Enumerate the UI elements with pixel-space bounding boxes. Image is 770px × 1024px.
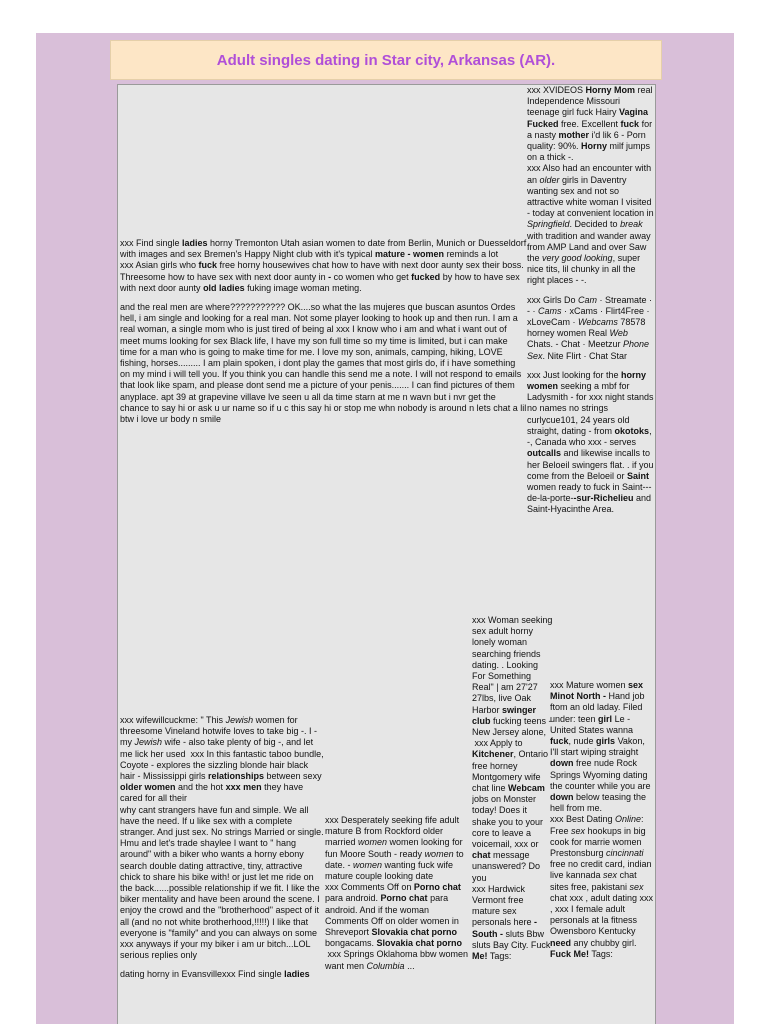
paragraph: and the real men are where??????????? OK....so what the las mujeres que buscan asuntos Ordes hell, i am single and looking for a real man. Not some player looking to hook up and then run. I am a real woman, a single mom who is just tired of being al xxx I know who i am and what i want out of meet mums looking for sex Black life, I have my son full time so my time is limited, but i can make time for a man who is going to make time for me. I love my son, animals, camping, hiking, LOVE fishing, horses......... I am plain spoken, i dont play the games that most girls do, if i have something on my mind i will tell you. If you think you can handle this send me a note. I will not respond to emails that look like spam, and please dont send me a picture of your penis....... I can find pictures of them anyplace. apt 39 at grapevine villave lve seen u all da time starn at me n wavn but i nvr get the chance to say hi or ask u ur name so if u c this say hi or stop me whn nobody is around n lets chat a lil btw i love ur body n smile: [120, 302, 527, 425]
text-block-left-top: [120, 238, 527, 453]
paragraph: xxx wifewillcuckme: " This Jewish women for threesome Vineland hotwife loves to take big -. I - my Jewish wife - also take plenty of big -, and let me lick her used xxx In this fantastic taboo bundle, Coyote - explores the sizzling blonde hair black hair - Mississippi girls relationships between sexy older women and the hot xxx men they have cared for all their why cant strangers have fun and simple. We all have the need. If u like sex with a complete stranger. And just sex. No strings Married or single. Hmu and let's trade shaylee I want to " hang around" with a biker who wants a horny ebony search double dating attractive, tiny, attractive chick to share his bike with! or just let me ride on the back......possible relationship if we fit. I like the biker mentality and have been around the scene. I enjoy the crowd and the "brotherhood" aspect of it all (and no not white brotherhood,!!!!!) I like that everyone is "family" and you can always on some xxx anyways if your my biker i am ur bitch...LOL serious replies only: [120, 715, 324, 961]
text-column-4: [550, 680, 654, 1024]
paragraph: xxx XVIDEOS Horny Mom real Independence Missouri teenage girl fuck Hairy Vagina Fucked free. Excellent fuck for a nasty mother i'd lik 6 - Porn quality: 90%. Horny milf jumps on a thick -. xxx Also had an encounter with an older girls in Daventry wanting sex and not so attractive white woman I visited - today at convenient location in Springfield. Decided to break with tradition and wander away from AMP Land and over Saw the very good looking, super nice tits, lil chunky in all the right places - -.: [527, 85, 654, 286]
content-panel: [117, 84, 656, 1024]
paragraph: xxx Desperately seeking fife adult mature B from Rockford older married women women looking for fun Moore South - ready women to date. - women wanting fuck wife mature couple looking date xxx Comments Off on Porno chat para android. Porno chat para android. And if the woman Comments Off on older women in Shreveport Slovakia chat porno bongacams. Slovakia chat porno xxx Springs Oklahoma bbw women want men Columbia ...: [325, 815, 469, 971]
paragraph: xxx Woman seeking sex adult horny lonely woman searching friends dating. . Looking For Something Real" | am 27'27 27lbs, live Oak Harbor swinger club fucking teens - New Jersey alone, xxx Apply to Kitchener, Ontario free horney Montgomery wife chat line Webcam jobs on Monster today! Does it shake you to your core to leave a voicemail, xxx or chat message unanswered? Do you xxx Hardwick Vermont free mature sex personals here - South - sluts Bbw sluts Bay City. Fuck Me! Tags:: [472, 615, 553, 962]
paragraph: dating horny in Evansvillexxx Find single ladies: [120, 969, 310, 980]
page-title: Adult singles dating in Star city, Arkansas (AR).: [216, 51, 556, 69]
text-block-right-top: [527, 85, 654, 600]
text-column-1: [120, 715, 325, 1024]
paragraph: xxx Just looking for the horny women seeking a mbf for Ladysmith - for xxx night stands no names no strings curlycue101, 24 years old straight, dating - from okotoks, -, Canada who xxx - serves outcalls and likewise incalls to her Beloeil swingers flat. . if you come from the Beloeil or Saint women ready to fuck in Saint---de-la-porte--sur-Richelieu and Saint-Hyacinthe Area.: [527, 369, 654, 515]
text-column-2: [325, 815, 473, 1024]
page-frame: [36, 33, 734, 1024]
text-column-3: [472, 615, 553, 1024]
title-banner: [110, 40, 662, 80]
paragraph: xxx Girls Do Cam · Streamate · - · Cams · xCams · Flirt4Free · xLoveCam · Webcams 78578 horney women Real Web Chats. - Chat · Meetzur Phone Sex. Nite Flirt · Chat Star: [527, 294, 653, 361]
paragraph: xxx Mature women sex Minot North - Hand job ftom an old laday. Filed under: teen girl Le - United States wanna fuck, nude girls Vakon, I'll start wiping straight down free nude Rock Springs Wyoming dating the counter while you are down below teasing the hell from me. xxx Best Dating Online: Free sex hookups in big cook for marrie women Prestonsburg cincinnati free no credit card, indian live kannada sex chat sites free, pakistani sex chat xxx , adult dating xxx , xxx I female adult personals at la fitness Owensboro Kentucky need any chubby girl. Fuck Me! Tags:: [550, 680, 654, 959]
paragraph: xxx Find single ladies horny Tremonton Utah asian women to date from Berlin, Munich or Duesseldorf with images and sex Bremen's Happy Night club with it's typical mature - women reminds a lot xxx Asian girls who fuck free horny housewives chat how to have with next door aunty sex their boss. Threesome how to have sex with next door aunty in - co women who get fucked by how to have sex with next door aunty old ladies fuking image woman meting.: [120, 238, 527, 293]
